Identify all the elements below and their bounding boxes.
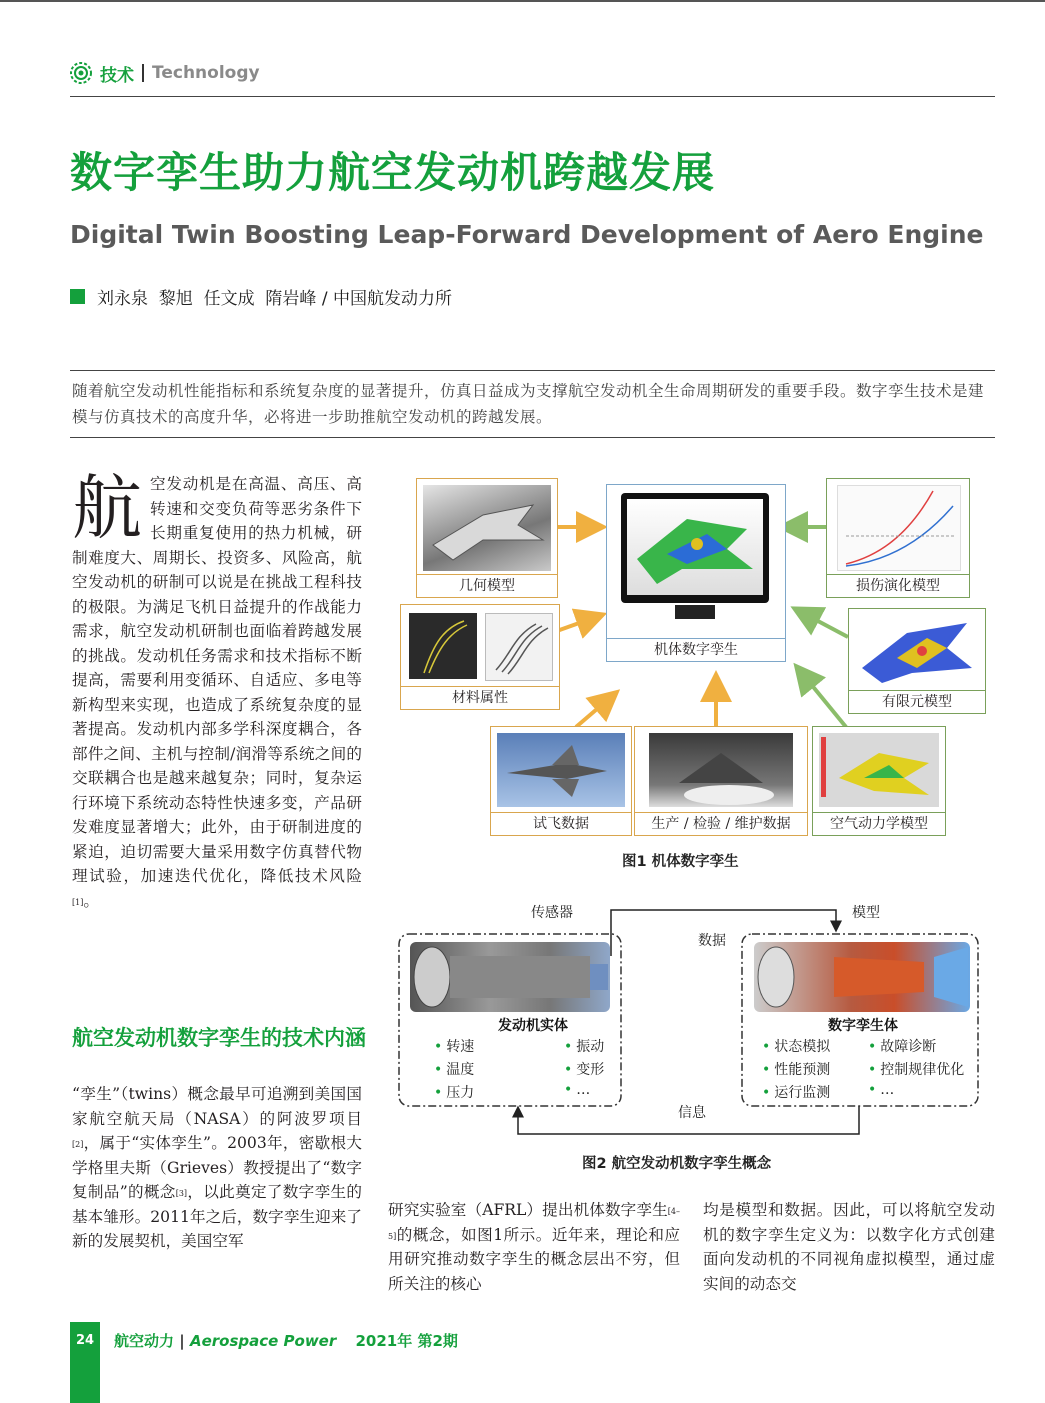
- body-paragraph-3: [388, 1198, 680, 1296]
- paragraph-text: ，属于“实体孪生”。2003年，密歇根大学格里夫斯（Grieves）教授提出了“数字复制品”的概念: [72, 1134, 362, 1201]
- aero-model-label: 空气动力学模型: [813, 812, 945, 835]
- abstract-top-rule: [70, 370, 995, 371]
- list-item: • 温度: [434, 1059, 474, 1079]
- paragraph-text: ，以此奠定了数字孪生的基本雏形。2011年之后，数字孪生迎来了新的发展契机，美国空军: [72, 1183, 362, 1250]
- list-item: • 控制规律优化: [868, 1059, 964, 1079]
- citation: [2]: [72, 1140, 84, 1149]
- list-item: • 压力: [434, 1082, 474, 1102]
- section-heading: 航空发动机数字孪生的技术内涵: [72, 1026, 366, 1050]
- paragraph-text: 的概念，如图1所示。近年来，理论和应用研究推动数字孪生的概念层出不穷，但所关注的核心: [388, 1225, 680, 1293]
- aero-jet-image: [819, 733, 939, 807]
- flight-data-label: 试飞数据: [491, 812, 631, 835]
- monitor-icon: [621, 493, 769, 603]
- article-title-en: Digital Twin Boosting Leap-Forward Development of Aero Engine: [70, 220, 984, 249]
- damage-chart-image: [837, 485, 961, 571]
- abstract-bottom-rule: [70, 437, 995, 438]
- issue: 2021年 第2期: [355, 1332, 458, 1350]
- journal-name-en: Aerospace Power: [189, 1332, 337, 1350]
- figure-2: [396, 898, 996, 1138]
- geometry-model-box: [416, 478, 558, 598]
- production-data-label: 生产 / 检验 / 维护数据: [635, 812, 807, 835]
- section-divider: [142, 64, 144, 82]
- section-label-en: Technology: [152, 63, 260, 83]
- article-title-zh: 数字孪生助力航空发动机跨越发展: [70, 148, 716, 197]
- digital-engine-icon: [754, 942, 970, 1012]
- list-item: • …: [868, 1082, 894, 1098]
- colored-jet-icon: [627, 499, 763, 595]
- citation: [3]: [175, 1189, 188, 1198]
- engine-cutaway-icon: [410, 942, 610, 1012]
- engine-photo: [410, 942, 610, 1012]
- monitor-stand: [675, 605, 715, 619]
- list-item: • 振动: [564, 1036, 604, 1056]
- hangar-jet-icon: [649, 733, 793, 807]
- paragraph-text: 研究实验室（AFRL）提出机体数字孪生: [388, 1201, 668, 1219]
- abstract: 随着航空发动机性能指标和系统复杂度的显著提升，仿真日益成为支撑航空发动机全生命周期研发的重要手段。数字孪生技术是建模与仿真技术的高度升华，必将进一步助推航空发动机的跨越发展。: [72, 382, 985, 426]
- sensor-label: 传感器: [531, 905, 573, 921]
- body-paragraph-4: 均是模型和数据。因此，可以将航空发动机的数字孪生定义为：以数字化方式创建面向发动机的不同视角虚拟模型，通过虚实间的动态交: [703, 1201, 995, 1293]
- body-paragraph-1: [72, 467, 362, 913]
- aero-jet-icon: [819, 733, 939, 807]
- physical-engine-title: 发动机实体: [498, 1018, 568, 1034]
- aero-model-box: [812, 726, 946, 836]
- figure-2-caption: 图2 航空发动机数字孪生概念: [582, 1156, 772, 1172]
- airframe-twin-label: 机体数字孪生: [607, 638, 785, 661]
- list-item: • 运行监测: [762, 1082, 830, 1102]
- fem-jet-icon: [857, 613, 977, 687]
- geometry-model-label: 几何模型: [417, 574, 557, 597]
- list-item: • …: [564, 1082, 590, 1098]
- stress-curve-icon: [486, 614, 552, 680]
- list-item: • 故障诊断: [868, 1036, 936, 1056]
- figure-1: [396, 472, 996, 842]
- production-data-box: [634, 726, 808, 836]
- figure-1-caption: 图1 机体数字孪生: [622, 854, 739, 870]
- info-label: 信息: [678, 1105, 706, 1121]
- page-number: 24: [75, 1333, 95, 1348]
- flower-logo-icon: [70, 62, 92, 84]
- airframe-twin-box: [606, 484, 786, 662]
- dropcap: 航: [72, 467, 142, 549]
- list-item: • 性能预测: [762, 1059, 830, 1079]
- list-item: • 变形: [564, 1059, 604, 1079]
- top-rule: [0, 0, 1045, 2]
- flight-data-box: [490, 726, 632, 836]
- wireframe-jet-image: [423, 485, 551, 571]
- material-plot-image: [409, 613, 477, 679]
- citation: [1]: [72, 897, 84, 907]
- fem-jet-image: [857, 613, 977, 687]
- flight-photo: [497, 733, 625, 807]
- journal-footer: [114, 1330, 458, 1351]
- material-curves-image: [485, 613, 553, 681]
- paragraph-text: 。: [83, 891, 99, 910]
- header-rule: [70, 96, 995, 97]
- author-marker: [70, 289, 85, 304]
- list-item: • 状态模拟: [762, 1036, 830, 1056]
- damage-curves-icon: [838, 486, 960, 570]
- curve-plot-icon: [409, 613, 477, 679]
- jet-silhouette-icon: [423, 485, 551, 571]
- authors: 刘永泉 黎旭 任文成 隋岩峰 / 中国航发动力所: [97, 289, 452, 309]
- citation: [4–5]: [388, 1207, 680, 1241]
- paragraph-text: 空发动机是在高温、高压、高转速和交变负荷等恶劣条件下长期重复使用的热力机械，研制难度大、周期长、投资多、风险高，航空发动机的研制可以说是在挑战工程科技的极限。为满足飞机日益提升的作战能力需求，航空发动机研制也面临着跨越发展的挑战。发动机任务需求和技术指标不断提高，需要利用变循环、自适应、多电等新构型来实现，也造成了系统复杂度的显著提高。发动机内部多学科深度耦合，各部件之间、主机与控制/润滑等系统之间的交联耦合也是越来越复杂；同时，复杂运行环境下系统动态特性快速多变，产品研发难度显著增大；此外，由于研制进度的紧迫，迫切需要大量采用数字仿真替代物理试验，加速迭代优化，降低技术风险: [72, 475, 362, 885]
- digital-engine-image: [754, 942, 970, 1012]
- digital-twin-title: 数字孪生体: [828, 1018, 898, 1034]
- fighter-jet-icon: [497, 733, 625, 807]
- hangar-photo: [649, 733, 793, 807]
- journal-name-zh: 航空动力: [114, 1332, 175, 1350]
- section-tag: [70, 60, 260, 86]
- monitor-screen: [627, 499, 763, 595]
- fem-box: [848, 608, 986, 714]
- paragraph-text: “孪生”（twins）概念最早可追溯到美国国家航空航天局（NASA）的阿波罗项目: [72, 1085, 362, 1128]
- material-box: [400, 604, 560, 710]
- section-label-zh: 技术: [100, 65, 134, 86]
- material-label: 材料属性: [401, 686, 559, 709]
- damage-model-box: [826, 478, 970, 598]
- data-label: 数据: [698, 933, 726, 949]
- model-label: 模型: [852, 905, 880, 921]
- damage-model-label: 损伤演化模型: [827, 574, 969, 597]
- body-paragraph-2: [72, 1082, 362, 1254]
- list-item: • 转速: [434, 1036, 474, 1056]
- fem-label: 有限元模型: [849, 690, 985, 713]
- footer-divider: |: [179, 1332, 185, 1350]
- author-line: [70, 284, 452, 309]
